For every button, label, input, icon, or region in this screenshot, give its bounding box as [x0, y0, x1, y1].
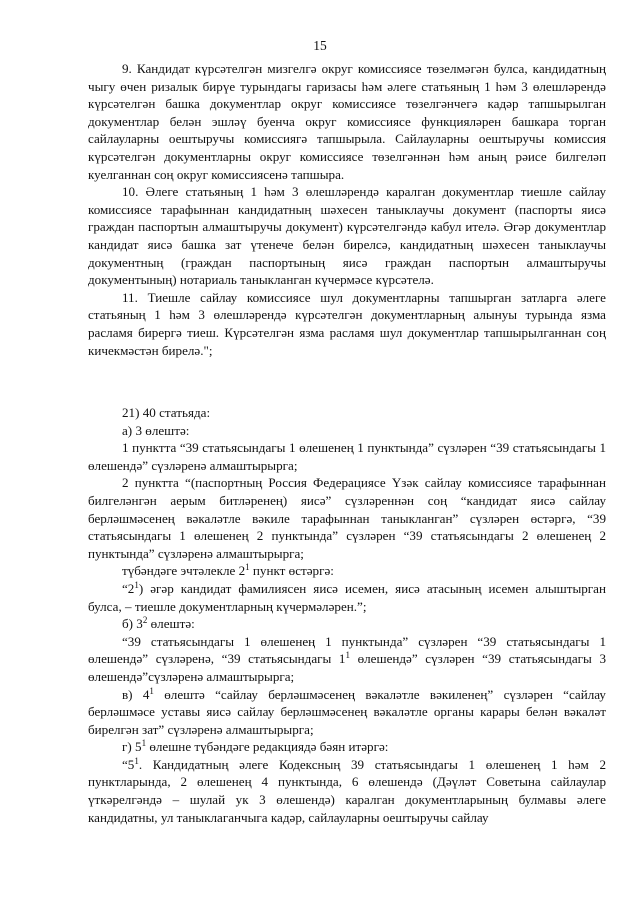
subitem-b-post: өлештә:: [147, 616, 195, 632]
subitem-v-text: [88, 686, 606, 739]
subitem-g-post: өлешне түбәндәге редакциядә бәян итәргә:: [146, 739, 389, 755]
subitem-a-point-2: 2 пунктта “(паспортның Россия Федерациясе Үзәк сайлау комиссиясе тарафыннан билгеләнгән аерым битләренең) яисә” сүзләреннән соң “кандидат яисә сайлау берләшмәсенең вәкаләтле вәкиле тарафыннан таныкланган” сүзләрен өстәргә, “39 статьясындагы 1 өлешенең 2 пунктында” сүзләрен “39 статьясындагы 2 өлешенең 2 пунктында” сүзләренә алмаштырырга;: [88, 475, 606, 561]
part-5-1-pre: “5: [122, 756, 135, 772]
subitem-b-text-post: өлешендә” сүзләрен “39 статьясындагы 3 өлешендә”сүзләренә алмаштырырга;: [88, 651, 607, 684]
subitem-v-pre: в) 4: [122, 686, 150, 702]
paragraph-10: 10. Әлеге статьяның 1 һәм 3 өлешләрендә каралган документлар тиешле сайлау комиссиясе тарафыннан кандидатның шәхесен таныклаучы документ (паспорты яисә граждан паспортын алмаштыручы документ) күрсәтелгәндә кабул ителә. Әгәр документлар кандидат яисә башка зат үтенече белән бирелсә, кандидатның шәхесен таныклаучы документның (граждан паспортының яисә граждан паспортын алмаштыручы документының) нотариаль таныкланган күчермәсе күрсәтелә.: [88, 184, 606, 288]
item-21-heading: 21) 40 статьяда:: [122, 405, 211, 420]
subitem-g-pre: г) 5: [122, 739, 142, 755]
subitem-b-text-pre: “39 статьясындагы 1 өлешенең 1 пунктында” сүзләрен “39 статьясындагы 1 өлешендә” сүзләренә, “39 статьясындагы 1: [88, 633, 606, 667]
document-body-top: [88, 60, 606, 359]
subitem-b-pre: б) 3: [122, 616, 143, 632]
add-point-line: [88, 562, 606, 580]
subitem-a-point-1: 1 пунктта “39 статьясындагы 1 өлешенең 1 пунктында” сүзләрен “39 статьясындагы 1 өлешендә” сүзләренә алмаштырырга;: [88, 440, 606, 473]
superscript: 1: [141, 738, 147, 749]
add-point-text-post: пункт өстәргә:: [249, 563, 334, 579]
paragraph-9: 9. Кандидат күрсәтелгән мизгелгә округ комиссиясе төзелмәгән булса, кандидатның чыгу өчен ризалык бирүе турындагы гаризасы һәм әлеге статьяның 1 һәм 3 өлешләрендә күрсәтелгән башка документлар округ комиссиясе төзелгәнчегә кадәр тапшырылган документлар белән эшләү буенча округ комиссиясе функцияләрен башкара торган сайлауларны оештыручы комиссиягә тапшырыла. Сайлауларны оештыручы комиссия күрсәтелгән документларны округ комиссиясе төзелгәннән һәм аның рәисе билгеләп куелганнан соң округ комиссиясенә тапшыра.: [88, 61, 606, 182]
subitem-a-heading: а) 3 өлештә:: [122, 422, 190, 438]
point-2-1-text: [88, 580, 606, 615]
paragraph-11: 11. Тиешле сайлау комиссиясе шул документларны тапшырган затларга әлеге статьяның 1 һәм 3 өлешләрендә күрсәтелгән документларның алынуы турында язма расламя бирергә тиеш. Күрсәтелгән язма расламя шул документлар тапшырылганнан соң кичекмәстән бирелә.";: [88, 289, 606, 358]
part-5-1-post: . Кандидатның әлеге Кодексның 39 статьясындагы 1 өлешенең 1 һәм 2 пунктларында, 2 өлешенең 4 пунктында, 6 өлешендә (Дәүләт Советына сайлаулар үткәрелгәндә – шулай ук 3 өлешендә) каралган документларының булмавы әлеге кандидатны, ул таныклаганчыга кадәр, сайлауларны оештыручы сайлау: [88, 756, 606, 825]
add-point-text-pre: түбәндәге эчтәлекле 2: [122, 563, 246, 579]
superscript: 2: [142, 615, 148, 626]
subitem-b-text: [88, 633, 606, 686]
point-2-1-post: ) әгәр кандидат фамилиясен яисә исемен, яисә атасының исемен алыштырган булса, – тиешле документларның күчермәләрен.”;: [88, 580, 606, 614]
subitem-g-heading: [88, 738, 606, 756]
superscript: 1: [134, 579, 139, 590]
document-body-bottom: [88, 404, 606, 826]
point-2-1-pre: “2: [122, 580, 135, 596]
superscript: 1: [149, 685, 154, 696]
subitem-b-heading: [88, 615, 606, 633]
superscript: 1: [245, 562, 250, 573]
superscript: 1: [345, 650, 350, 661]
part-5-1-text: [88, 756, 606, 826]
page-number: 15: [313, 38, 327, 53]
subitem-v-post: өлештә “сайлау берләшмәсенең вәкаләтле вәкиленең” сүзләрен “сайлау берләшмәсе уставы яисә сайлау берләшмәсенең вәкаләтле органы карары белән вәкаләт бирелгән зат” сүзләренә алмаштырырга;: [88, 686, 606, 737]
superscript: 1: [134, 755, 139, 766]
